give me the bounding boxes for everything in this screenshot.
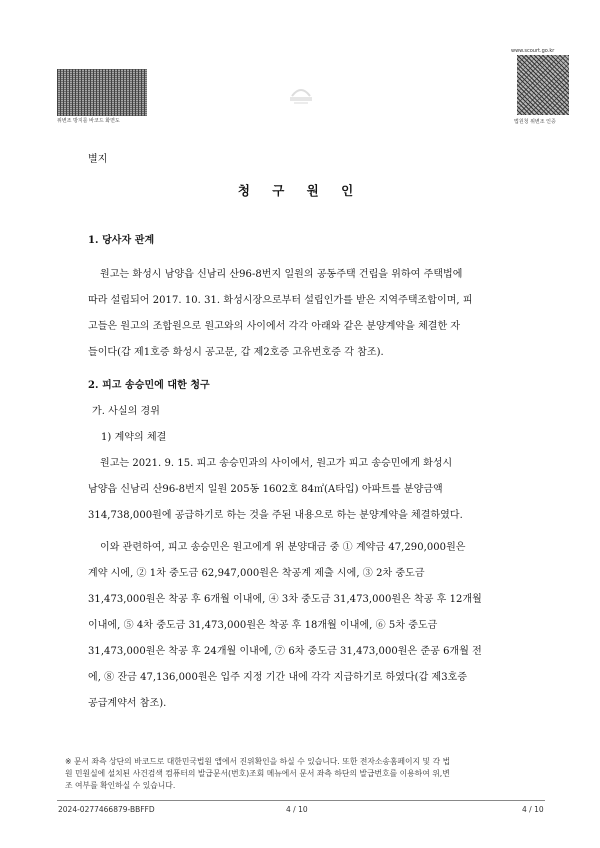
footer-note-line-3: 조 여부를 확인하실 수 있습니다. xyxy=(65,781,176,790)
para-3-line-3: 31,473,000원은 착공 후 6개월 이내에, ④ 3차 중도금 31,473,000원은 착공 후 12개월 xyxy=(88,594,482,605)
para-2-line-1: 원고는 2021. 9. 15. 피고 송승민과의 사이에서, 원고가 피고 송승민에게 화성시 xyxy=(100,458,453,469)
verification-qr-code xyxy=(517,55,569,115)
para-2-line-3: 314,738,000원에 공급하기로 하는 것을 주된 내용으로 하는 분양계약을 체결하였다. xyxy=(88,510,463,521)
para-1-line-4: 들이다(갑 제1호증 화성시 공고문, 갑 제2호증 고유번호증 각 참조). xyxy=(88,347,384,358)
para-3-line-4: 이내에, ⑤ 4차 중도금 31,473,000원은 착공 후 18개월 이내에, ⑥ 5차 중도금 xyxy=(88,620,438,631)
qr-url: www.scourt.go.kr xyxy=(511,48,555,54)
issue-number: 2024-0277466879-BBFFD xyxy=(58,805,155,814)
para-2-line-2: 남양읍 신남리 산96-8번지 일원 205동 1602호 84㎡(A타입) 아파트를 분양금액 xyxy=(88,484,443,495)
para-3-line-1: 이와 관련하여, 피고 송승민은 원고에게 위 분양대금 중 ① 계약금 47,290,000원은 xyxy=(100,542,466,553)
page-number-center: 4 / 10 xyxy=(286,805,308,814)
court-emblem-icon xyxy=(286,82,316,106)
barcode-caption: 위변조 방지를 바코드 화면도 xyxy=(57,118,120,124)
page-number-right: 4 / 10 xyxy=(522,805,544,814)
para-1-line-3: 고들은 원고의 조합원으로 원고와의 사이에서 각각 아래와 같은 분양계약을 체결한 자 xyxy=(88,321,461,332)
para-1-line-1: 원고는 화성시 남양읍 신남리 산96-8번지 일원의 공동주택 건립을 위하여 주택법에 xyxy=(100,269,463,280)
footer-note-line-1: ※ 문서 좌측 상단의 바코드로 대한민국법원 앱에서 진위확인을 하실 수 있습니다. 또한 전자소송홈페이지 및 각 법 xyxy=(65,757,451,766)
attachment-label: 별지 xyxy=(88,154,108,165)
section-2-heading: 2. 피고 송승민에 대한 청구 xyxy=(88,380,210,391)
para-3-line-6: 에, ⑧ 잔금 47,136,000원은 입주 지정 기간 내에 각각 지급하기로 하였다(갑 제3호증 xyxy=(88,672,468,683)
section-1-heading: 1. 당사자 관계 xyxy=(88,235,155,246)
para-1-line-2: 따라 설립되어 2017. 10. 31. 화성시장으로부터 설립인가를 받은 지역주택조합이며, 피 xyxy=(88,295,473,306)
section-2a-heading: 가. 사실의 경위 xyxy=(92,406,160,417)
document-title: 청 구 원 인 xyxy=(237,183,363,198)
para-3-line-5: 31,473,000원은 착공 후 24개월 이내에, ⑦ 6차 중도금 31,473,000원은 준공 6개월 전 xyxy=(88,646,482,657)
document-barcode xyxy=(57,69,147,116)
section-2a1-heading: 1) 계약의 체결 xyxy=(101,432,167,443)
footer-note-line-2: 원 민원실에 설치된 사건검색 컴퓨터의 발급문서(번호)조회 메뉴에서 문서 좌측 하단의 발급번호를 이용하여 위,변 xyxy=(65,769,450,778)
qr-caption: 법원청 위변조 인증 xyxy=(514,119,556,125)
para-3-line-2: 계약 시에, ② 1차 중도금 62,947,000원은 착공계 제출 시에, ③ 2차 중도금 xyxy=(88,568,425,579)
para-3-line-7: 공급계약서 참조). xyxy=(88,698,167,709)
footer-divider xyxy=(57,800,545,801)
